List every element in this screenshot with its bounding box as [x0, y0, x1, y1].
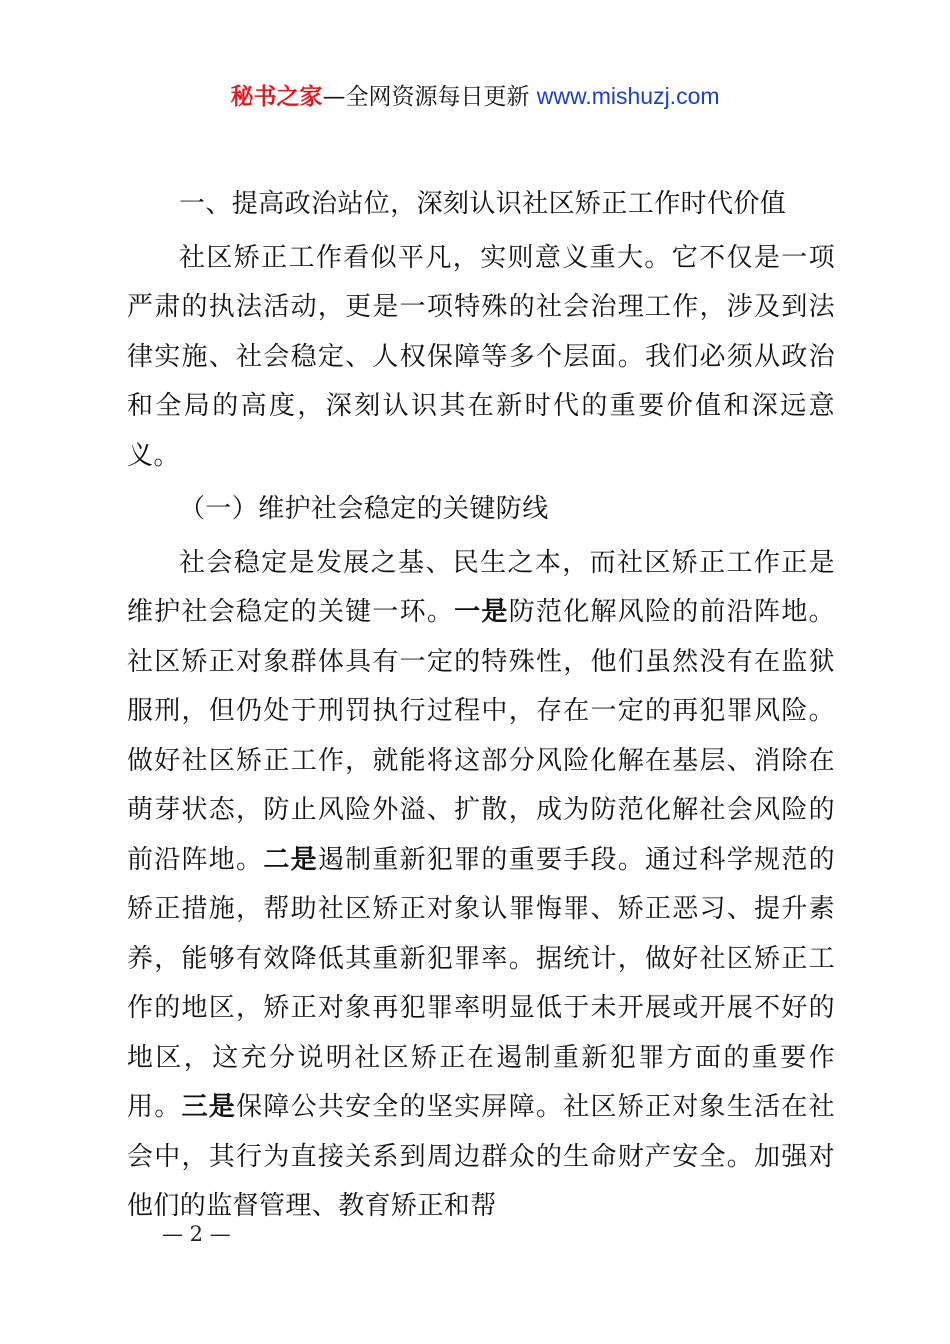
header-tagline: 全网资源每日更新 [345, 84, 537, 110]
paragraph-2-text-4: 保障公共安全的坚实屏障。社区矫正对象生活在社会中，其行为直接关系到周边群众的生命财产安全。加强对他们的监督管理、教育矫正和帮 [127, 1092, 835, 1221]
page-number: — 2 — [162, 1222, 231, 1246]
paragraph-2-text-1: 社会稳定是发展之基、民生之本，而社区矫正工作正是维护社会稳定的关键一环。 [127, 547, 835, 627]
paragraph-1: 社区矫正工作看似平凡，实则意义重大。它不仅是一项严肃的执法活动，更是一项特殊的社会治理工作，涉及到法律实施、社会稳定、人权保障等多个层面。我们必须从政治和全局的高度，深刻认识其在新时代的重要价值和深远意义。 [127, 242, 835, 471]
point-1-label: 一是 [454, 597, 509, 627]
section-title: 一、提高政治站位，深刻认识社区矫正工作时代价值 [179, 189, 787, 219]
point-2-label: 二是 [263, 844, 318, 875]
paragraph-2-text-2: 防范化解风险的前沿阵地。社区矫正对象群体具有一定的特殊性，他们虽然没有在监狱服刑，但仍处于刑罚执行过程中，存在一定的再犯罪风险。做好社区矫正工作，就能将这部分风险化解在基层、消除在萌芽状态，防止风险外溢、扩散，成为防范化解社会风险的前沿阵地。 [127, 597, 835, 875]
paragraph-2 [127, 539, 835, 1232]
site-header [0, 78, 950, 115]
paragraph-2-text-3: 遏制重新犯罪的重要手段。通过科学规范的矫正措施，帮助社区矫正对象认罪悔罪、矫正恶习、提升素养，能够有效降低其重新犯罪率。据统计，做好社区矫正工作的地区，矫正对象再犯罪率明显低于未开展或开展不好的地区，这充分说明社区矫正在遏制重新犯罪方面的重要作用。 [127, 844, 835, 1122]
brand-name: 秘书之家 [230, 84, 323, 110]
point-3-label: 三是 [181, 1092, 237, 1122]
header-dash: — [322, 84, 346, 110]
document-body [127, 180, 835, 1236]
subsection-title: （一）维护社会稳定的关键防线 [179, 494, 549, 524]
site-url-link[interactable]: www.mishuzj.com [536, 83, 720, 109]
